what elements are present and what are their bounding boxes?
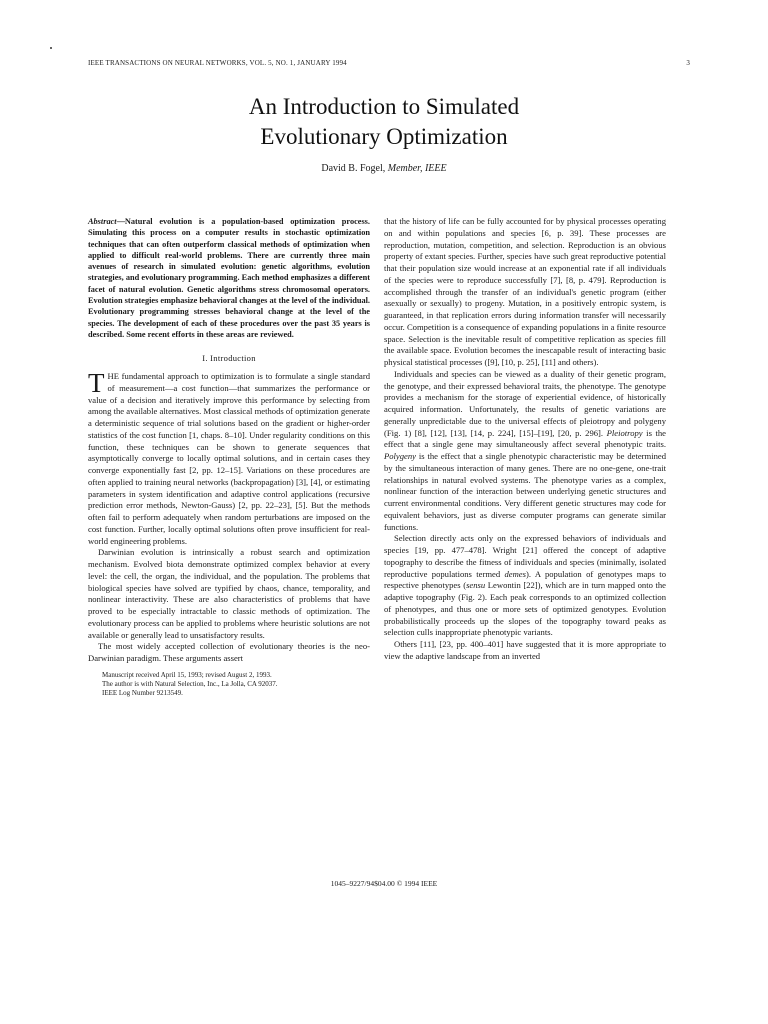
term-pleiotropy: Pleiotropy <box>606 427 643 438</box>
running-head <box>88 59 690 67</box>
title-line-2: Evolutionary Optimization <box>260 124 508 149</box>
abstract-body: —Natural evolution is a population-based optimization process. Simulating this process on a computer results in stochastic optimization techniques that can often outperform classical methods of optimization when applied to difficult real-world problems. There are currently three main avenues of research in simulated evolution: genetic algorithms, evolution strategies, and evolutionary programming. Each method emphasizes a different facet of natural evolution. Genetic algorithms stress chromosomal operators. Evolution strategies emphasize behavioral changes at the level of the individual. Evolutionary programming stresses behavioral change at the level of the species. The development of each of these procedures over the past 35 years is described. Some recent efforts in these areas are reviewed. <box>88 217 370 339</box>
intro-paragraph-2: Darwinian evolution is intrinsically a robust search and optimization mechanism. Evolved biota demonstrate optimized complex behavior at every level: the cell, the organ, the individual, and the population. The problems that biological species have solved are typified by chaos, chance, temporality, and nonlinear interactivity. These are also characteristics of problems that have proved to be especially intractable to classic methods of optimization. The evolutionary process can be applied to problems where heuristic solutions are not available or generally lead to unsatisfactory results. <box>88 547 370 640</box>
footnote-received: Manuscript received April 15, 1993; revised August 2, 1993. <box>102 670 272 679</box>
p2-text-b: is the effect that a single gene may simultaneously affect several phenotypic traits. <box>384 427 666 450</box>
abstract-lead: Abstract <box>88 217 117 226</box>
body-paragraph-3 <box>384 533 666 639</box>
page-number: 3 <box>686 59 690 67</box>
footnote-affiliation: The author is with Natural Selection, Inc., La Jolla, CA 92037. <box>102 679 278 688</box>
body-paragraph-2 <box>384 369 666 534</box>
term-polygeny: Polygeny <box>384 451 416 461</box>
title-line-1: An Introduction to Simulated <box>248 94 520 119</box>
journal-name: IEEE TRANSACTIONS ON NEURAL NETWORKS, VOL. 5, NO. 1, JANUARY 1994 <box>88 59 347 67</box>
drop-cap: T <box>88 368 105 399</box>
footnote-log-number: IEEE Log Number 9213549. <box>102 689 183 698</box>
p2-text-a: Individuals and species can be viewed as a duality of their genetic program, the genotype, and their expressed behavioral traits, the phenotype. The genotype provides a mechanism for the storage of experiential evidence, of historically acquired information. Unfortunately, the results of genetic variations are generally unpredictable due to the universal effects of pleiotropy and polygeny (Fig. 1) [8], [12], [13], [14, p. 224], [15]–[19], [20, p. 296]. <box>384 368 666 438</box>
intro-paragraph-1-text: HE fundamental approach to optimization is to formulate a single standard of measurement—a cost function—that summarizes the performance or value of a decision and iteratively improve this performance by selecting from among the available alternatives. Most classical methods of optimization generate a deterministic sequence of trial solutions based on the gradient or higher-order statistics of the cost function [1, chaps. 8–10]. Under regularity conditions on this function, these techniques can be shown to generate sequences that asymptotically converge to locally optimal solutions, and in certain cases they converge exponentially fast [2, pp. 12–15]. Variations on these procedures are often applied to training neural networks (backpropagation) [3], [4], or estimating parameters in system identification and adaptive control applications (recursive prediction error methods, Newton-Gauss) [2, pp. 22–23], [5]. But the methods often fail to perform adequately when random perturbations are imposed on the cost function. Further, locally optimal solutions often prove insufficient for real-world engineering problems. <box>88 371 370 546</box>
intro-paragraph-1 <box>88 368 370 547</box>
term-sensu: sensu <box>466 580 486 591</box>
scan-speck <box>50 47 52 49</box>
p2-text-c: is the effect that a single phenotypic characteristic may be determined by the simultaneous interaction of many genes. There are no one-gene, one-trait relationships in natural evolved systems. The phenotype varies as a complex, nonlinear function of the interaction between underlying genetic structures and current environmental conditions. Very different genetic structures may code for equivalent behaviors, just as diverse computer programs can generate similar functions. <box>384 451 666 532</box>
copyright-line: 1045–9227/94$04.00 © 1994 IEEE <box>330 879 438 888</box>
term-demes: demes <box>504 568 526 579</box>
section-heading-introduction: I. Introduction <box>202 353 256 364</box>
p3-text-a: Selection directly acts only on the expressed behaviors of individuals and species [19, pp. 477–478]. Wright [21] offered the concept of adaptive topography to describe the fitness of individuals and species (minimally, isolated reproductive populations termed <box>384 533 666 579</box>
p3-text-b: ). A population of genotypes maps to respective phenotypes ( <box>384 568 666 591</box>
body-paragraph-1: that the history of life can be fully accounted for by physical processes operating on and within populations and species [6, p. 39]. These processes are reproduction, mutation, competition, and selection. Reproduction is an obvious property of extant species. Further, species have such great reproductive potential that their population size would increase at an exponential rate if all individuals of the species were to reproduce successfully [7], [8, p. 479]. Reproduction is accomplished through the transfer of an individual's genetic program (either asexually or sexually) to progeny. Mutation, in a positively entropic system, is guaranteed, in that replication errors during information transfer will necessarily occur. Competition is a consequence of expanding populations in a finite resource space. Selection is the inevitable result of competitive replication as species fill the available space. Evolution becomes the inescapable result of interacting basic physical statistical processes ([9], [10, p. 25], [11] and others). <box>384 216 666 367</box>
abstract <box>88 216 370 340</box>
footnotes <box>88 671 370 699</box>
author-membership: Member, IEEE <box>387 163 447 174</box>
intro-paragraph-3: The most widely accepted collection of evolutionary theories is the neo-Darwinian paradigm. These arguments assert <box>88 641 370 664</box>
right-column <box>384 216 666 663</box>
paper-title <box>0 92 768 152</box>
p3-text-c: Lewontin [22]), which are in turn mapped onto the adaptive topography (Fig. 2). Each peak corresponds to an optimized collection of phenotypes, and thus one or more sets of optimized genotypes. Evolution probabilistically proceeds up the slopes of the topography toward peaks as selection culls inappropriate phenotypic variants. <box>384 580 666 638</box>
author-line <box>0 163 768 174</box>
left-column <box>88 216 370 698</box>
author-name: David B. Fogel, <box>321 163 386 174</box>
body-paragraph-4: Others [11], [23, pp. 400–401] have suggested that it is more appropriate to view the adaptive landscape from an inverted <box>384 639 666 661</box>
